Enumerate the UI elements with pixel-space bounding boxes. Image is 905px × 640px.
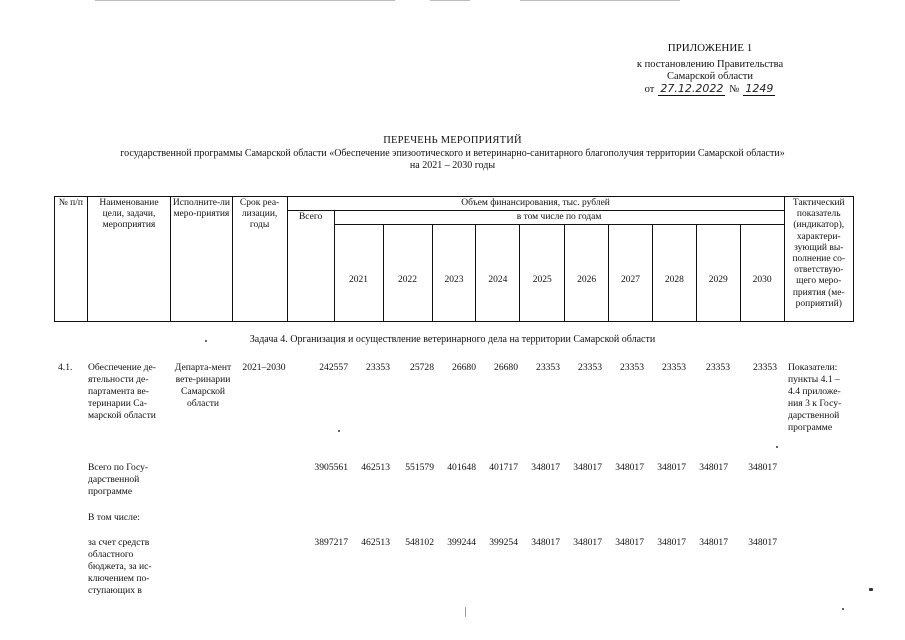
row-value: 551579 bbox=[405, 462, 434, 473]
row-value: 348017 bbox=[748, 537, 777, 548]
header-executor: Исполните-ли меро-приятия bbox=[171, 197, 232, 322]
appendix-title: ПРИЛОЖЕНИЕ 1 bbox=[667, 42, 753, 54]
row-indicator: Показатели: пункты 4.1 – 4.4 приложе-ния 3 к Госу-дарственной программе bbox=[788, 362, 842, 433]
row-total: 3897217 bbox=[314, 537, 348, 548]
row-value: 348017 bbox=[573, 537, 602, 548]
row-value: 348017 bbox=[657, 537, 686, 548]
row-value: 348017 bbox=[748, 462, 777, 473]
header-year: 2029 bbox=[696, 225, 740, 322]
row-total: 3905561 bbox=[314, 462, 348, 473]
row-value: 348017 bbox=[615, 462, 644, 473]
header-term: Срок реа-лизации, годы bbox=[232, 197, 287, 322]
header-year: 2021 bbox=[334, 225, 383, 322]
scan-speck bbox=[776, 446, 778, 448]
date-handwritten: 27.12.2022 bbox=[660, 82, 724, 95]
row-value: 399244 bbox=[447, 537, 476, 548]
number-prefix: № bbox=[729, 84, 740, 95]
header-year: 2022 bbox=[383, 225, 432, 322]
scan-speck bbox=[869, 588, 873, 591]
number-handwritten: 1249 bbox=[745, 82, 774, 95]
appendix-line2: Самарской области bbox=[667, 71, 753, 82]
row-value: 25728 bbox=[410, 362, 434, 373]
scan-speck bbox=[338, 430, 340, 432]
header-total: Всего bbox=[287, 211, 334, 322]
row-name: В том числе: bbox=[88, 512, 140, 523]
header-year: 2030 bbox=[740, 225, 784, 322]
row-value: 401717 bbox=[489, 462, 518, 473]
row-value: 548102 bbox=[405, 537, 434, 548]
scan-speck bbox=[465, 607, 466, 617]
date-prefix: от bbox=[644, 84, 655, 95]
row-total: 242557 bbox=[319, 362, 348, 373]
header-year: 2025 bbox=[520, 225, 565, 322]
row-value: 462513 bbox=[361, 462, 390, 473]
scan-speck bbox=[205, 340, 207, 342]
row-value: 399254 bbox=[489, 537, 518, 548]
header-year: 2027 bbox=[609, 225, 653, 322]
scan-edge bbox=[95, 0, 395, 1]
appendix-signature bbox=[610, 83, 810, 96]
row-value: 23353 bbox=[366, 362, 390, 373]
scan-edge bbox=[520, 0, 680, 1]
row-value: 348017 bbox=[699, 462, 728, 473]
row-value: 26680 bbox=[452, 362, 476, 373]
row-no: 4.1. bbox=[58, 362, 73, 373]
header-year: 2026 bbox=[565, 225, 609, 322]
row-value: 348017 bbox=[531, 537, 560, 548]
scan-speck bbox=[842, 608, 844, 610]
appendix-block bbox=[610, 42, 810, 96]
row-value: 348017 bbox=[615, 537, 644, 548]
row-value: 23353 bbox=[578, 362, 602, 373]
row-value: 348017 bbox=[699, 537, 728, 548]
row-value: 23353 bbox=[620, 362, 644, 373]
document-title: ПЕРЕЧЕНЬ МЕРОПРИЯТИЙ bbox=[383, 135, 522, 146]
row-value: 348017 bbox=[531, 462, 560, 473]
row-value: 348017 bbox=[573, 462, 602, 473]
row-value: 23353 bbox=[662, 362, 686, 373]
header-funding: Объем финансирования, тыс. рублей bbox=[287, 197, 784, 211]
row-value: 401648 bbox=[447, 462, 476, 473]
row-executor: Департа-мент вете-ринарии Самарской области bbox=[174, 362, 232, 409]
header-by-years: в том числе по годам bbox=[334, 211, 784, 225]
row-name: Всего по Госу-дарственной программе bbox=[88, 462, 149, 497]
header-year: 2028 bbox=[652, 225, 696, 322]
appendix-line1: к постановлению Правительства bbox=[636, 59, 784, 70]
row-value: 23353 bbox=[753, 362, 777, 373]
task-heading: Задача 4. Организация и осуществление ветеринарного дела на территории Самарской области bbox=[249, 334, 656, 345]
row-name: Обеспечение де-ятельности де-партамента ве-теринарии Са-марской области bbox=[88, 362, 156, 421]
row-value: 348017 bbox=[657, 462, 686, 473]
header-indicator: Тактический показатель (индикатор), характери-зующий вы-полнение со-ответствую-щего меро-приятия (ме-роприятий) bbox=[784, 197, 853, 322]
row-value: 23353 bbox=[706, 362, 730, 373]
header-year: 2023 bbox=[432, 225, 476, 322]
header-no: № п/п bbox=[55, 197, 88, 322]
row-value: 462513 bbox=[361, 537, 390, 548]
row-value: 26680 bbox=[494, 362, 518, 373]
document-period: на 2021 – 2030 годы bbox=[409, 160, 496, 171]
table-header bbox=[54, 196, 854, 322]
header-year: 2024 bbox=[476, 225, 520, 322]
document-subtitle: государственной программы Самарской области «Обеспечение эпизоотического и ветеринарно-санитарного благополучия территории Самарской области» bbox=[120, 148, 785, 159]
header-name: Наименование цели, задачи, мероприятия bbox=[87, 197, 171, 322]
row-term: 2021–2030 bbox=[242, 362, 286, 373]
scan-edge bbox=[430, 0, 470, 1]
row-value: 23353 bbox=[536, 362, 560, 373]
row-name: за счет средств областного бюджета, за ис-ключением по-ступающих в bbox=[88, 537, 152, 596]
